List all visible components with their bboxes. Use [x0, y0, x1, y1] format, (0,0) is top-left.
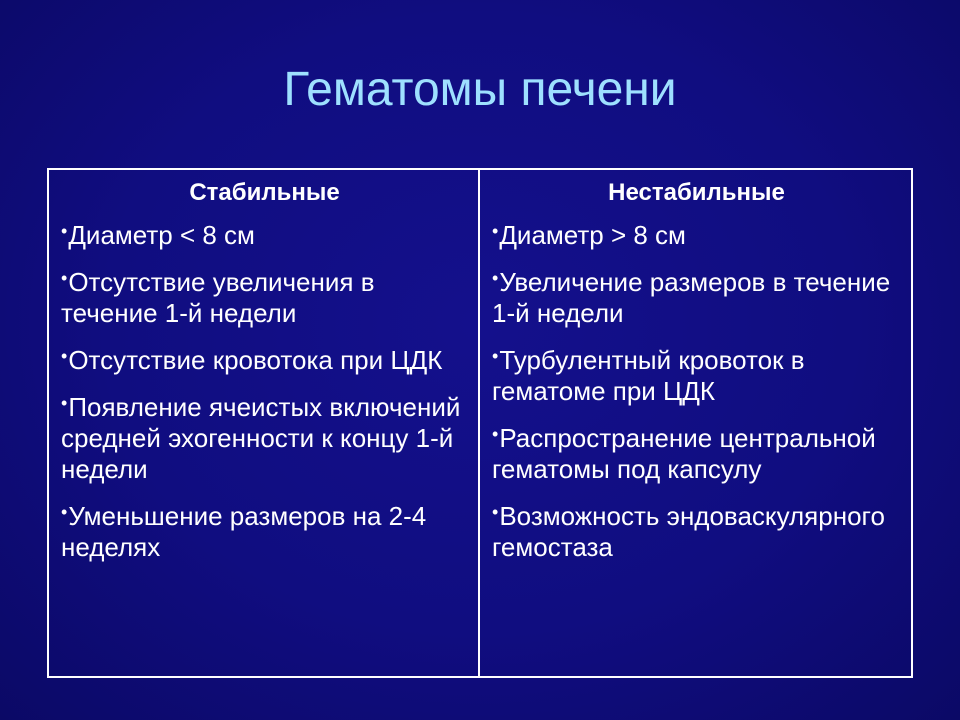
- list-item-text: Диаметр < 8 см: [68, 220, 255, 250]
- list-item: [61, 388, 468, 485]
- column-header-stable: Стабильные: [189, 179, 340, 206]
- comparison-table: [47, 168, 913, 678]
- list-item-text: Отсутствие увеличения в течение 1-й недели: [61, 267, 375, 328]
- list-item-text: Уменьшение размеров на 2-4 неделях: [61, 501, 427, 562]
- list-item-text: Турбулентный кровоток в гематоме при ЦДК: [492, 345, 805, 406]
- bullet-icon: •: [492, 221, 499, 241]
- column-stable: [49, 170, 480, 676]
- list-item: [61, 263, 468, 329]
- list-item: [61, 216, 468, 251]
- list-item: [492, 419, 901, 485]
- bullet-icon: •: [61, 221, 68, 241]
- list-item: [61, 341, 468, 376]
- bullet-icon: •: [492, 346, 499, 366]
- list-item-text: Диаметр > 8 см: [499, 220, 686, 250]
- slide-title: Гематомы печени: [283, 63, 677, 116]
- list-item-text: Отсутствие кровотока при ЦДК: [68, 345, 443, 375]
- bullet-icon: •: [61, 502, 68, 522]
- list-item: [492, 263, 901, 329]
- list-item: [61, 497, 468, 563]
- bullet-icon: •: [492, 424, 499, 444]
- bullet-icon: •: [61, 346, 68, 366]
- list-item-text: Увеличение размеров в течение 1-й недели: [492, 267, 891, 328]
- bullet-icon: •: [492, 268, 499, 288]
- list-item: [492, 497, 901, 563]
- list-item-text: Появление ячеистых включений средней эхогенности к концу 1-й недели: [61, 392, 461, 484]
- column-unstable: [480, 170, 911, 676]
- bullet-icon: •: [61, 393, 68, 413]
- bullet-icon: •: [61, 268, 68, 288]
- list-item: [492, 216, 901, 251]
- list-item-text: Возможность эндоваскулярного гемостаза: [492, 501, 885, 562]
- list-item: [492, 341, 901, 407]
- column-header-unstable: Нестабильные: [608, 179, 785, 206]
- list-item-text: Распространение центральной гематомы под капсулу: [492, 423, 876, 484]
- bullet-icon: •: [492, 502, 499, 522]
